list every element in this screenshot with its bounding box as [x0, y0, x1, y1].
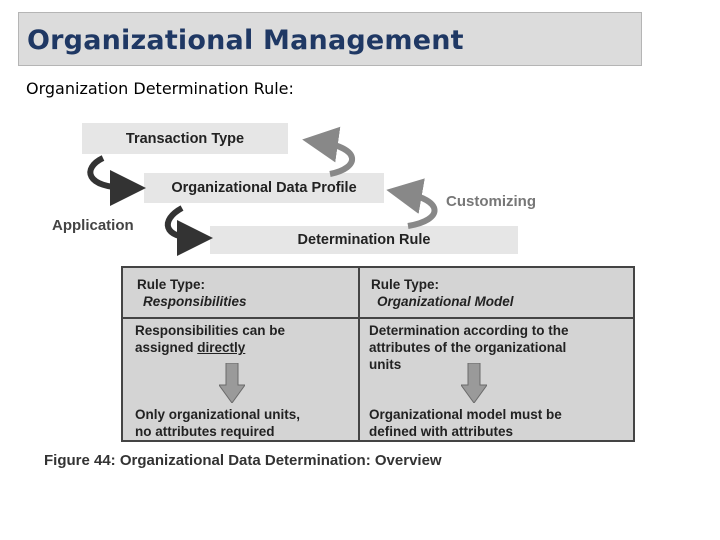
table-column-divider — [358, 268, 360, 440]
customizing-arrow-1 — [320, 142, 352, 174]
left-body-top — [135, 322, 285, 356]
right-top-line1: Determination according to the — [369, 323, 569, 338]
right-top-line3: units — [369, 357, 402, 372]
left-bottom-line2: no attributes required — [135, 424, 275, 439]
customizing-label: Customizing — [446, 193, 536, 210]
application-label: Application — [52, 217, 134, 234]
right-bottom-line2: defined with attributes — [369, 424, 514, 439]
directly-emphasis: directly — [197, 340, 246, 355]
section-subtitle: Organization Determination Rule: — [26, 79, 294, 98]
left-body-bottom — [135, 406, 300, 440]
left-bottom-line1: Only organizational units, — [135, 407, 301, 422]
left-header-line2: Responsibilities — [143, 294, 247, 309]
right-header-line2: Organizational Model — [377, 294, 514, 309]
right-down-arrow-icon — [461, 363, 487, 403]
customizing-arrow-2 — [404, 193, 435, 226]
left-header — [137, 276, 247, 310]
left-header-line1: Rule Type: — [137, 277, 206, 292]
right-header-line1: Rule Type: — [371, 277, 440, 292]
left-top-line1: Responsibilities can be — [135, 323, 286, 338]
application-arrow-2 — [168, 208, 195, 238]
right-top-line2: attributes of the organizational — [369, 340, 567, 355]
determination-rule-label: Determination Rule — [297, 232, 431, 248]
figure-caption: Figure 44: Organizational Data Determination: Overview — [44, 452, 442, 469]
right-body-bottom — [369, 406, 562, 440]
left-down-arrow-icon — [219, 363, 245, 403]
org-data-profile-label: Organizational Data Profile — [171, 180, 357, 196]
left-top-line2: assigned directly — [135, 340, 246, 355]
right-header — [371, 276, 514, 310]
transaction-type-label: Transaction Type — [125, 130, 245, 147]
rule-type-table — [121, 266, 635, 442]
table-row-divider — [123, 317, 633, 319]
right-bottom-line1: Organizational model must be — [369, 407, 562, 422]
page-title: Organizational Management — [27, 25, 464, 56]
application-arrow-1 — [90, 158, 128, 188]
